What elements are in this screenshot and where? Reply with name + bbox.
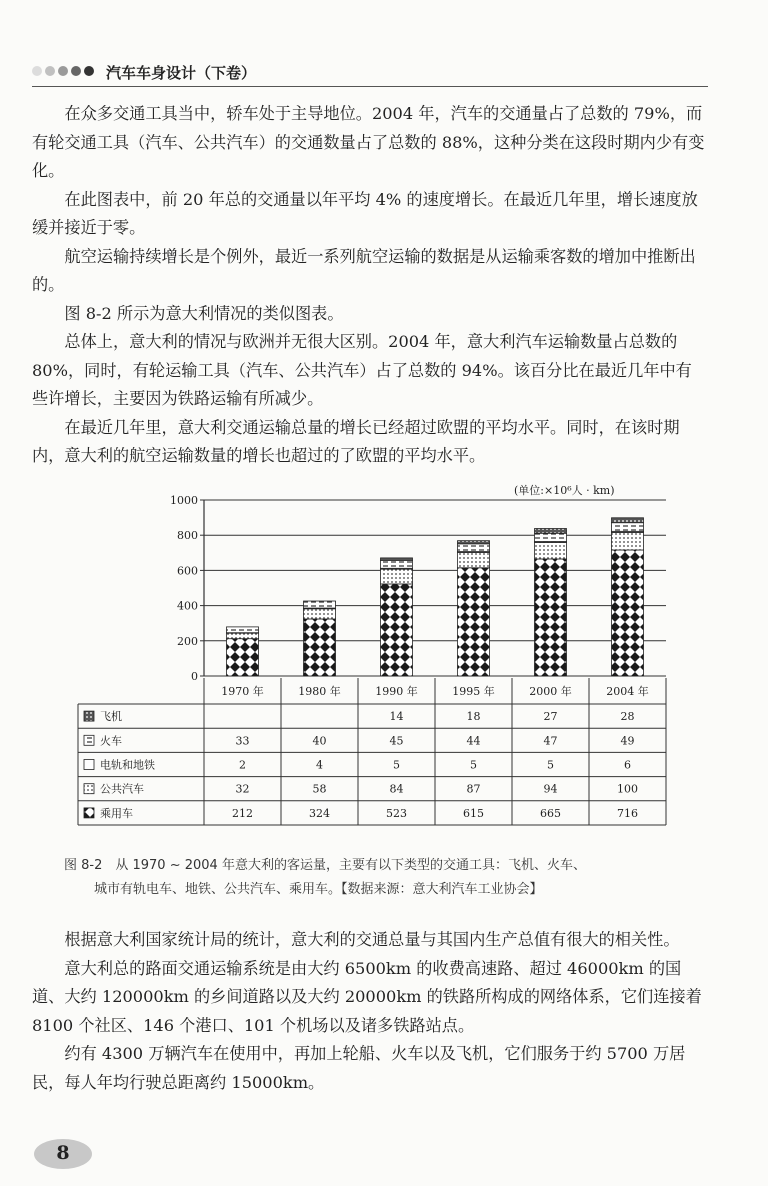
bar-segment [304,601,336,608]
page-number: 8 [56,1142,70,1164]
data-label: 523 [386,806,407,820]
header-dot [32,66,42,76]
header-dot [71,66,81,76]
body-text-top [32,100,708,471]
caption-line: 图 8-2 从 1970 ~ 2004 年意大利的客运量，主要有以下类型的交通工具：飞机、火车、 [64,858,586,873]
running-header [32,60,708,87]
data-label: 716 [617,806,638,820]
data-label: 28 [620,710,635,724]
paragraph: 根据意大利国家统计局的统计，意大利的交通总量与其国内生产总值有很大的相关性。 [64,930,680,949]
data-label: 14 [389,710,404,724]
bar-segment [381,558,413,560]
data-label: 5 [470,758,477,772]
header-dot [84,66,94,76]
data-label: 47 [543,734,558,748]
legend-label: 乘用车 [100,806,133,820]
bar-segment [612,550,644,676]
stacked-bar-chart [100,492,670,837]
bar-segment [227,639,259,676]
paragraph: 在众多交通工具当中，轿车处于主导地位。2004 年，汽车的交通量占了总数的 79%，而有轮交通工具（汽车、公共汽车）的交通数量占了总数的 88%，这种分类在这段时期内少有变化。 [32,104,705,180]
bar-segment [535,529,567,534]
data-label: 2 [239,758,246,772]
paragraph: 图 8-2 所示为意大利情况的类似图表。 [64,303,344,323]
y-tick-label: 600 [177,564,198,578]
data-label: 665 [540,806,561,820]
page-number-badge [34,1139,92,1169]
data-label: 212 [232,806,253,820]
bar-segment [227,627,259,633]
header-dots [32,66,94,76]
bar-segment [381,560,413,568]
book-title: 汽车车身设计（下卷） [106,64,257,82]
data-label: 84 [389,782,404,796]
data-label: 87 [466,782,481,796]
y-tick-label: 0 [191,670,198,683]
data-label: 5 [393,758,400,772]
bar-segment [381,584,413,676]
bar-segment [535,533,567,541]
chart-unit-label: (单位:×10⁶人 · km) [514,484,615,497]
data-label: 94 [543,782,558,796]
header-dot [45,66,55,76]
data-label: 6 [624,758,631,772]
data-label: 4 [316,758,323,772]
paragraph: 总体上，意大利的情况与欧洲并无很大区别。2004 年，意大利汽车运输数量占总数的 80%，同时，有轮运输工具（汽车、公共汽车）占了总数的 94%。该百分比在最近几年中有些许增长，主要因为铁路运输有所减少。 [32,332,692,408]
bar-segment [458,541,490,544]
legend-swatch [84,784,94,794]
bar-segment [535,542,567,559]
data-label: 100 [617,782,638,796]
legend-label: 火车 [100,734,122,748]
bar-segment [612,532,644,550]
x-tick-label: 2004 年 [606,685,649,698]
data-label: 324 [309,806,330,820]
bar-segment [612,523,644,532]
bar-segment [304,609,336,619]
paragraph: 约有 4300 万辆汽车在使用中，再加上轮船、火车以及飞机，它们服务于约 5700 万居民，每人年均行驶总距离约 15000km。 [32,1044,686,1092]
caption-line: 城市有轨电车、地铁、公共汽车、乘用车。【数据来源：意大利汽车工业协会】 [94,882,543,897]
bar-segment [535,559,567,676]
bar-segment [304,619,336,676]
bar-segment [227,633,259,639]
data-label: 40 [312,734,327,748]
data-label: 27 [543,710,558,724]
bar-segment [612,518,644,523]
data-label: 615 [463,806,484,820]
y-tick-label: 200 [177,634,198,648]
data-label: 44 [466,734,481,748]
x-tick-label: 2000 年 [529,685,572,698]
data-label: 18 [466,710,481,724]
y-tick-label: 1000 [170,494,198,507]
y-tick-label: 800 [177,529,198,543]
paragraph: 意大利总的路面交通运输系统是由大约 6500km 的收费高速路、超过 46000km 的国道、大约 120000km 的乡间道路以及大约 20000km 的铁路所构成的网络体系，它们连接着 8100 个社区、146 个港口、101 个机场以及诸多铁路站点。 [32,958,702,1035]
x-tick-label: 1990 年 [375,685,418,698]
bar-segment [458,568,490,676]
data-label: 32 [235,782,250,796]
data-label: 58 [312,782,327,796]
legend-label: 公共汽车 [100,782,144,796]
legend-swatch [84,760,94,770]
body-text-bottom [32,926,708,1097]
x-tick-label: 1995 年 [452,685,495,698]
x-tick-label: 1980 年 [298,685,341,698]
bar-segment [458,544,490,552]
data-label: 33 [235,734,250,748]
figure-caption [64,854,704,902]
y-tick-label: 400 [177,599,198,613]
paragraph: 在最近几年里，意大利交通运输总量的增长已经超过欧盟的平均水平。同时，在该时期内，意大利的航空运输数量的增长也超过的了欧盟的平均水平。 [32,417,680,465]
data-label: 45 [389,734,404,748]
header-dot [58,66,68,76]
legend-swatch [84,808,94,818]
bar-segment [458,552,490,567]
paragraph: 航空运输持续增长是个例外，最近一系列航空运输的数据是从运输乘客数的增加中推断出的。 [32,246,696,294]
legend-label: 电轨和地铁 [100,758,155,772]
bar-segment [381,569,413,584]
data-label: 49 [620,734,635,748]
paragraph: 在此图表中，前 20 年总的交通量以年平均 4% 的速度增长。在最近几年里，增长速度放缓并接近于零。 [32,189,698,237]
legend-swatch [84,711,94,721]
data-label: 5 [547,758,554,772]
x-tick-label: 1970 年 [221,685,264,698]
legend-swatch [84,735,94,745]
legend-label: 飞机 [100,710,122,724]
